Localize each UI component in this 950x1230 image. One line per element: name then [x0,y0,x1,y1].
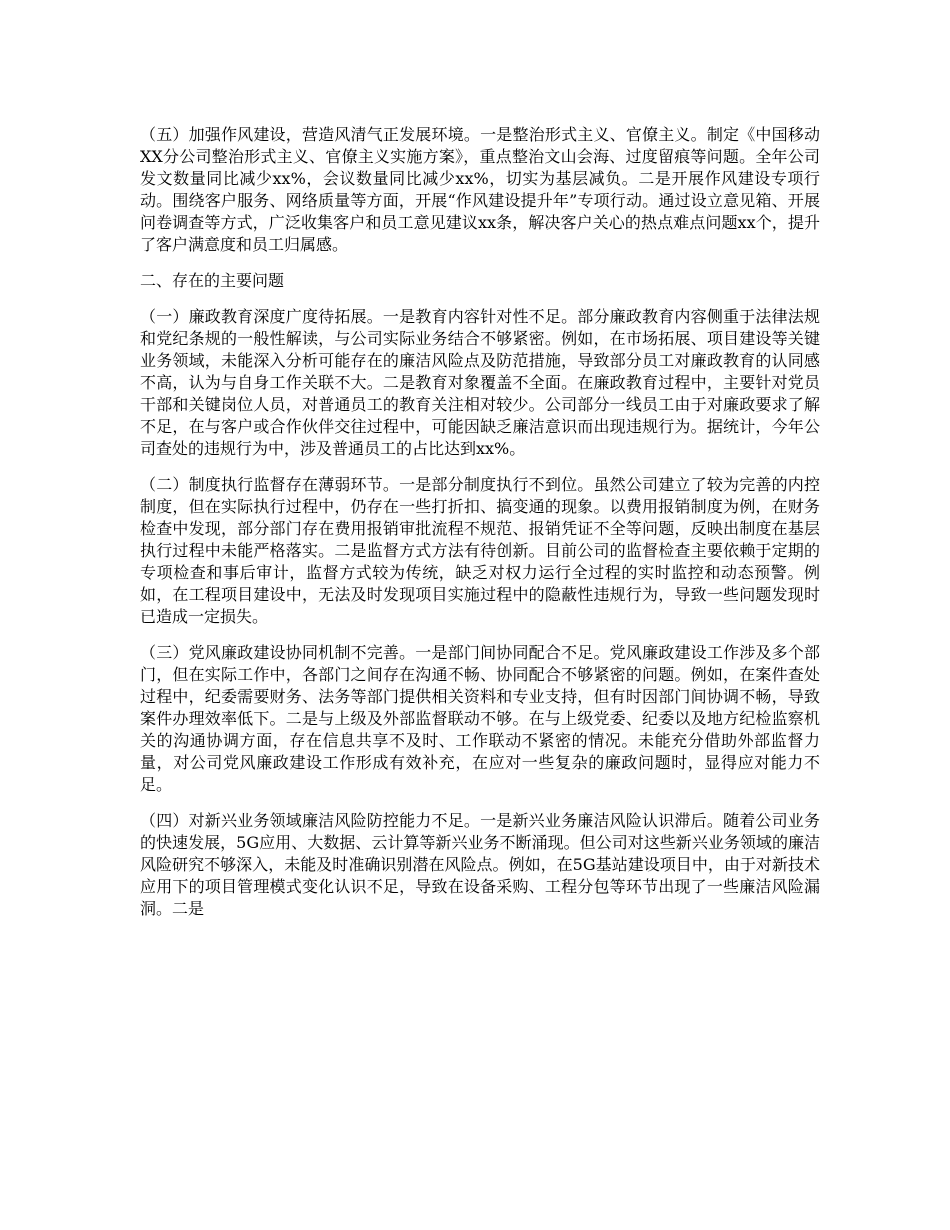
section-heading-main-problems: 二、存在的主要问题 [140,271,285,290]
paragraph-emerging-business-risk: （四）对新兴业务领域廉洁风险防控能力不足。一是新兴业务廉洁风险认识滞后。随着公司业务的快速发展，5G应用、大数据、云计算等新兴业务不断涌现。但公司对这些新兴业务领域的廉洁风险研究不够深入，未能及时准确识别潜在风险点。例如，在5G基站建设项目中，由于对新技术应用下的项目管理模式变化认识不足，导致在设备采购、工程分包等环节出现了一些廉洁风险漏洞。二是 [140,811,820,918]
paragraph-integrity-education: （一）廉政教育深度广度待拓展。一是教育内容针对性不足。部分廉政教育内容侧重于法律法规和党纪条规的一般性解读，与公司实际业务结合不够紧密。例如，在市场拓展、项目建设等关键业务领域，未能深入分析可能存在的廉洁风险点及防范措施，导致部分员工对廉政教育的认同感不高，认为与自身工作关联不大。二是教育对象覆盖不全面。在廉政教育过程中，主要针对党员干部和关键岗位人员，对普通员工的教育关注相对较少。公司部分一线员工由于对廉政要求了解不足，在与客户或合作伙伴交往过程中，可能因缺乏廉洁意识而出现违规行为。据统计，今年公司查处的违规行为中，涉及普通员工的占比达到xx%。 [140,307,820,458]
paragraph-coordination-mechanism: （三）党风廉政建设协同机制不完善。一是部门间协同配合不足。党风廉政建设工作涉及多个部门，但在实际工作中，各部门之间存在沟通不畅、协同配合不够紧密的问题。例如，在案件查处过程中，纪委需要财务、法务等部门提供相关资料和专业支持，但有时因部门间协调不畅，导致案件办理效率低下。二是与上级及外部监督联动不够。在与上级党委、纪委以及地方纪检监察机关的沟通协调方面，存在信息共享不及时、工作联动不紧密的情况。未能充分借助外部监督力量，对公司党风廉政建设工作形成有效补充，在应对一些复杂的廉政问题时，显得应对能力不足。 [140,643,820,794]
paragraph-style-building: （五）加强作风建设，营造风清气正发展环境。一是整治形式主义、官僚主义。制定《中国移动XX分公司整治形式主义、官僚主义实施方案》，重点整治文山会海、过度留痕等问题。全年公司发文数量同比减少xx%，会议数量同比减少xx%，切实为基层减负。二是开展作风建设专项行动。围绕客户服务、网络质量等方面，开展“作风建设提升年”专项行动。通过设立意见箱、开展问卷调查等方式，广泛收集客户和员工意见建议xx条，解决客户关心的热点难点问题xx个，提升了客户满意度和员工归属感。 [140,125,820,254]
document-body [140,124,820,934]
paragraph-system-execution: （二）制度执行监督存在薄弱环节。一是部分制度执行不到位。虽然公司建立了较为完善的内控制度，但在实际执行过程中，仍存在一些打折扣、搞变通的现象。以费用报销制度为例，在财务检查中发现，部分部门存在费用报销审批流程不规范、报销凭证不全等问题，反映出制度在基层执行过程中未能严格落实。二是监督方式方法有待创新。目前公司的监督检查主要依赖于定期的专项检查和事后审计，监督方式较为传统，缺乏对权力运行全过程的实时监控和动态预警。例如，在工程项目建设中，无法及时发现项目实施过程中的隐蔽性违规行为，导致一些问题发现时已造成一定损失。 [140,475,820,626]
